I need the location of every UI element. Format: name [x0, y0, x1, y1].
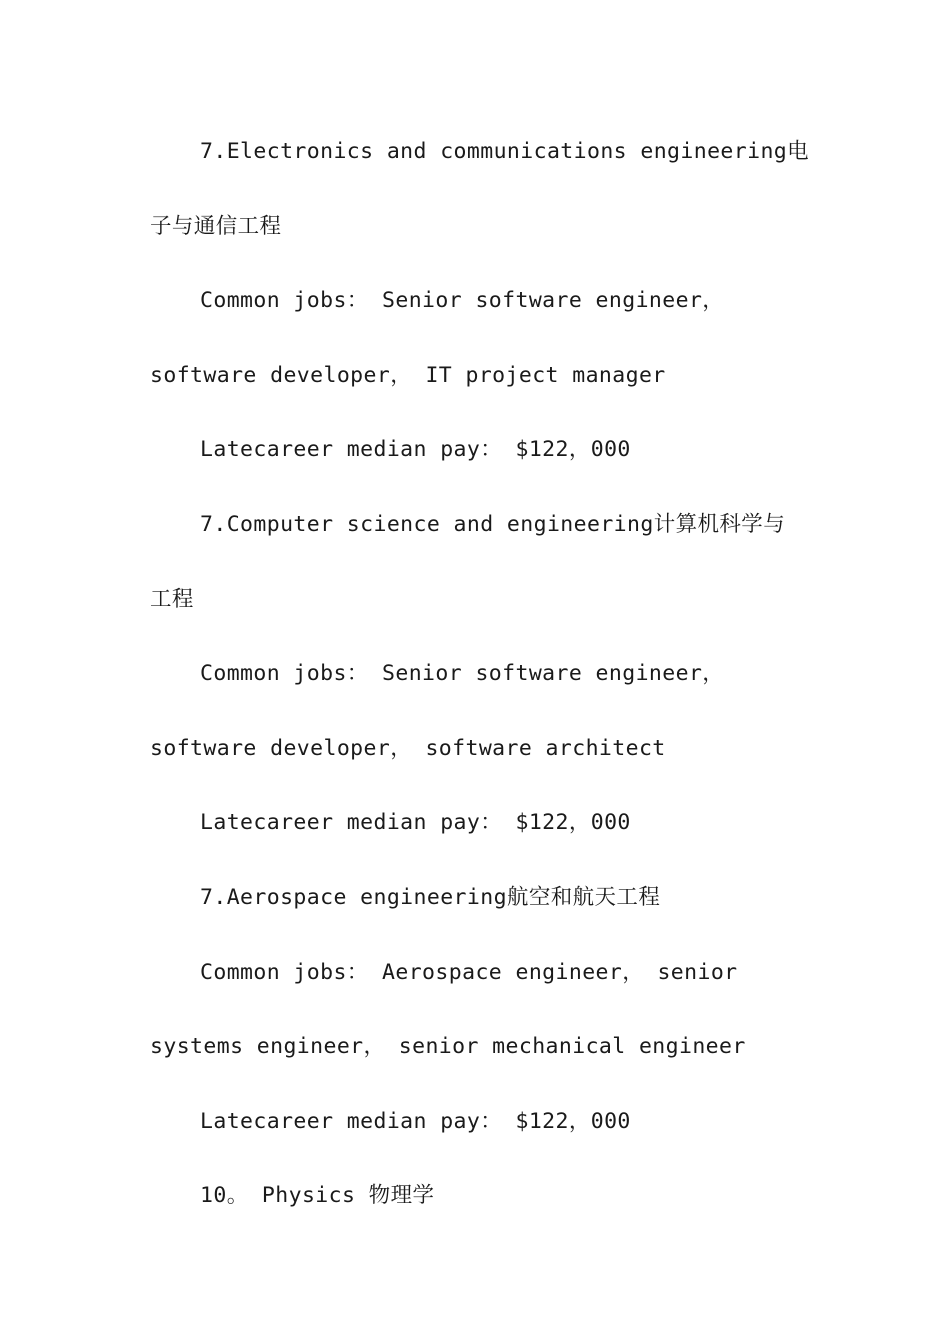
common-jobs-text: Common jobs： Aerospace engineer， senior — [200, 959, 738, 985]
common-jobs-text-continued: software developer， IT project manager — [150, 362, 666, 388]
common-jobs-text: Common jobs： Senior software engineer， — [200, 661, 725, 687]
section-heading-continued: 工程 — [150, 586, 194, 612]
median-pay-text: Latecareer median pay： $122，000 — [200, 1108, 631, 1134]
section-heading: 7.Computer science and engineering计算机科学与 — [200, 511, 786, 537]
median-pay-text: Latecareer median pay： $122，000 — [200, 437, 631, 463]
section-heading-continued: 子与通信工程 — [150, 213, 282, 239]
section-heading: 10。 Physics 物理学 — [200, 1183, 435, 1209]
common-jobs-text-continued: systems engineer， senior mechanical engineer — [150, 1034, 746, 1060]
section-heading: 7.Electronics and communications engineering电 — [200, 139, 810, 164]
common-jobs-text: Common jobs： Senior software engineer， — [200, 288, 725, 314]
section-heading: 7.Aerospace engineering航空和航天工程 — [200, 884, 661, 910]
document-body — [150, 115, 810, 1234]
median-pay-text: Latecareer median pay： $122，000 — [200, 810, 631, 836]
common-jobs-text-continued: software developer， software architect — [150, 735, 666, 761]
